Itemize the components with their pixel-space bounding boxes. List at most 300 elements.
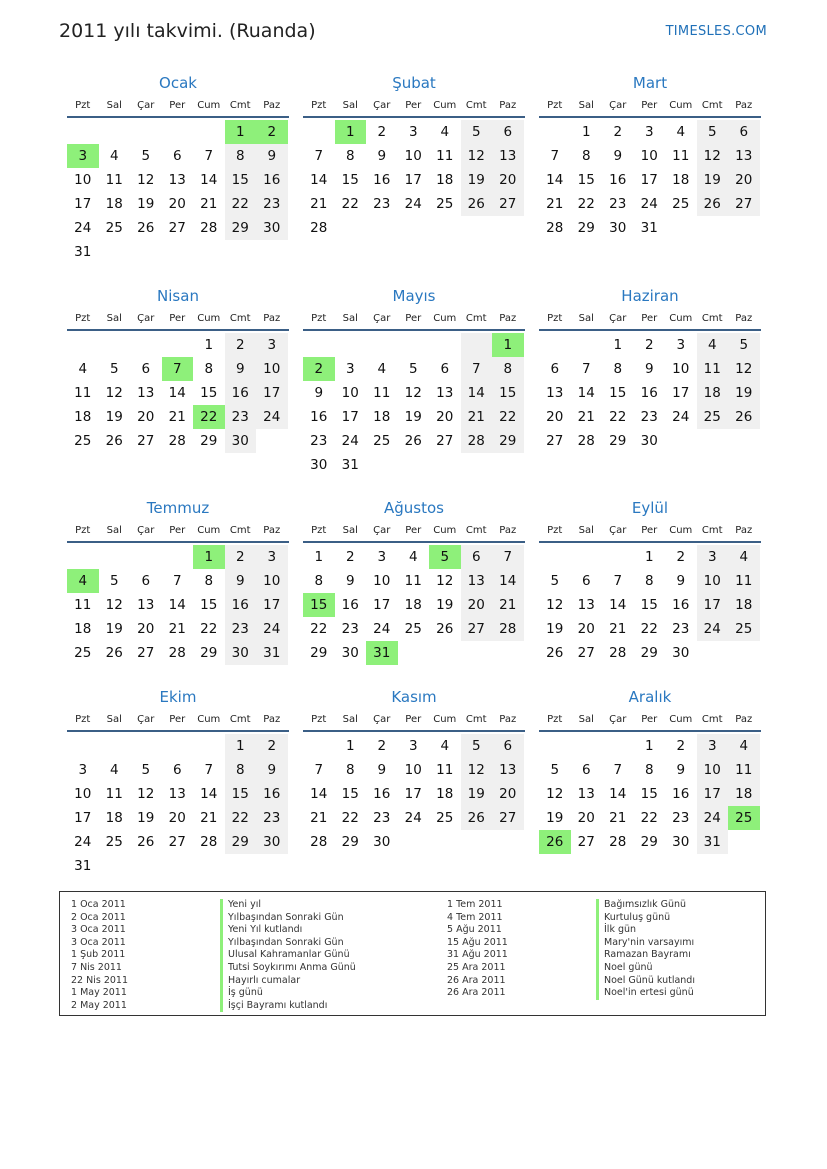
day-cell: 30 — [225, 429, 257, 453]
day-cell: 31 — [74, 858, 92, 874]
day-cell: 15 — [609, 385, 627, 401]
day-cell: 26 — [728, 405, 760, 429]
month-calendar — [303, 497, 525, 665]
day-cell: 17 — [640, 172, 658, 188]
month-calendar — [67, 497, 289, 665]
empty-cell — [130, 545, 162, 569]
day-cell: 6 — [461, 545, 493, 569]
day-cell: 20 — [168, 810, 186, 826]
weekday-label: Çar — [609, 524, 627, 536]
holiday-row — [447, 962, 695, 975]
empty-cell — [162, 120, 194, 144]
holiday-list-left — [71, 899, 356, 1012]
empty-cell — [461, 830, 493, 854]
day-cell: 22 — [225, 192, 257, 216]
day-cell: 5 — [109, 573, 119, 589]
empty-cell — [461, 453, 493, 477]
day-cell: 11 — [728, 758, 760, 782]
day-cell: 14 — [200, 786, 218, 802]
holiday-name: İşçi Bayramı kutlandı — [220, 1000, 327, 1013]
day-cell: 23 — [225, 617, 257, 641]
day-cell: 16 — [373, 786, 391, 802]
day-cell: 30 — [341, 645, 359, 661]
day-cell: 5 — [461, 120, 493, 144]
day-cell: 27 — [492, 806, 524, 830]
day-cell: 8 — [581, 148, 591, 164]
empty-cell — [697, 641, 729, 665]
day-cell: 21 — [577, 409, 595, 425]
day-cell: 28 — [461, 429, 493, 453]
weekday-label: Pzt — [547, 524, 563, 536]
day-cell: 6 — [581, 573, 591, 589]
day-cell: 27 — [577, 645, 595, 661]
day-cell: 21 — [492, 593, 524, 617]
weekday-label: Per — [169, 99, 186, 111]
day-cell: 15 — [200, 597, 218, 613]
weekday-label: Cmt — [701, 713, 723, 725]
empty-cell — [256, 429, 288, 453]
day-cell: 20 — [728, 168, 760, 192]
day-cell: 21 — [609, 810, 627, 826]
holiday-row — [71, 987, 356, 1000]
empty-cell — [193, 734, 225, 758]
day-cell: 21 — [310, 810, 328, 826]
weekday-label: Per — [641, 99, 658, 111]
day-cell: 9 — [377, 148, 387, 164]
weekday-label: Sal — [342, 524, 358, 536]
day-cell: 17 — [697, 782, 729, 806]
empty-cell — [571, 333, 603, 357]
weekday-label: Paz — [735, 99, 753, 111]
day-cell: 22 — [341, 196, 359, 212]
weekday-label: Çar — [373, 713, 391, 725]
empty-cell — [67, 734, 99, 758]
day-cell: 1 — [335, 120, 367, 144]
day-cell: 6 — [550, 361, 560, 377]
day-cell: 26 — [461, 806, 493, 830]
day-cell: 27 — [546, 433, 564, 449]
day-cell: 22 — [609, 409, 627, 425]
day-cell: 11 — [74, 385, 92, 401]
holiday-name: Ramazan Bayramı — [596, 949, 691, 962]
day-cell: 8 — [314, 573, 324, 589]
day-cell: 29 — [225, 216, 257, 240]
day-cell: 10 — [74, 786, 92, 802]
empty-cell — [335, 333, 367, 357]
day-cell: 4 — [408, 549, 418, 565]
weekday-label: Per — [405, 713, 422, 725]
month-calendar — [539, 72, 761, 240]
day-cell: 19 — [105, 621, 123, 637]
holiday-row — [71, 962, 356, 975]
day-cell: 21 — [200, 810, 218, 826]
day-cell: 1 — [613, 337, 623, 353]
weekday-label: Paz — [499, 713, 517, 725]
empty-cell — [335, 216, 367, 240]
weekday-label: Sal — [578, 99, 594, 111]
day-cell: 2 — [676, 738, 686, 754]
weekday-label: Pzt — [75, 713, 91, 725]
day-cell: 16 — [672, 597, 690, 613]
holiday-name: Tutsi Soykırımı Anma Günü — [220, 962, 356, 975]
empty-cell — [398, 830, 430, 854]
day-cell: 17 — [74, 196, 92, 212]
holiday-date: 2 May 2011 — [71, 999, 127, 1011]
day-grid — [67, 734, 289, 878]
day-cell: 14 — [461, 381, 493, 405]
day-cell: 18 — [436, 786, 454, 802]
day-cell: 9 — [377, 762, 387, 778]
weekday-label: Cum — [433, 713, 457, 725]
day-cell: 2 — [613, 124, 623, 140]
holiday-date: 3 Oca 2011 — [71, 936, 126, 948]
day-cell: 2 — [256, 120, 288, 144]
holiday-list-right — [447, 899, 695, 1000]
day-cell: 31 — [74, 244, 92, 260]
empty-cell — [571, 734, 603, 758]
empty-cell — [539, 120, 571, 144]
empty-cell — [665, 216, 697, 240]
day-cell: 13 — [436, 385, 454, 401]
empty-cell — [366, 453, 398, 477]
month-name: Eylül — [631, 499, 669, 517]
weekday-label: Cmt — [465, 524, 487, 536]
day-cell: 27 — [577, 834, 595, 850]
day-cell: 19 — [436, 597, 454, 613]
day-cell: 3 — [676, 337, 686, 353]
day-cell: 17 — [256, 593, 288, 617]
day-cell: 16 — [341, 597, 359, 613]
day-cell: 4 — [377, 361, 387, 377]
holiday-date: 25 Ara 2011 — [447, 961, 506, 973]
day-cell: 13 — [577, 597, 595, 613]
day-cell: 23 — [341, 621, 359, 637]
day-cell: 2 — [225, 545, 257, 569]
day-cell: 19 — [546, 621, 564, 637]
weekday-label: Paz — [499, 524, 517, 536]
holiday-name: Hayırlı cumalar — [220, 975, 300, 988]
day-cell: 25 — [436, 196, 454, 212]
empty-cell — [697, 216, 729, 240]
weekday-label: Pzt — [75, 99, 91, 111]
day-cell: 22 — [577, 196, 595, 212]
day-cell: 28 — [168, 433, 186, 449]
weekday-label: Çar — [609, 312, 627, 324]
empty-cell — [429, 830, 461, 854]
day-cell: 22 — [193, 405, 225, 429]
day-cell: 5 — [429, 545, 461, 569]
day-cell: 19 — [546, 810, 564, 826]
day-cell: 8 — [644, 762, 654, 778]
day-grid — [303, 120, 525, 240]
day-cell: 28 — [546, 220, 564, 236]
day-cell: 4 — [728, 734, 760, 758]
day-cell: 26 — [137, 220, 155, 236]
day-cell: 13 — [728, 144, 760, 168]
empty-cell — [130, 333, 162, 357]
day-cell: 9 — [314, 385, 324, 401]
day-cell: 3 — [644, 124, 654, 140]
weekday-label: Pzt — [311, 713, 327, 725]
weekday-label: Pzt — [547, 312, 563, 324]
day-cell: 24 — [404, 810, 422, 826]
weekday-header — [303, 307, 525, 331]
day-grid — [539, 545, 761, 665]
day-cell: 20 — [577, 810, 595, 826]
day-cell: 22 — [341, 810, 359, 826]
day-cell: 14 — [492, 569, 524, 593]
weekday-label: Per — [169, 713, 186, 725]
day-cell: 30 — [225, 641, 257, 665]
day-cell: 17 — [672, 385, 690, 401]
day-cell: 24 — [256, 405, 288, 429]
day-cell: 20 — [546, 409, 564, 425]
holiday-row — [447, 912, 695, 925]
weekday-label: Sal — [342, 99, 358, 111]
day-cell: 16 — [609, 172, 627, 188]
day-cell: 11 — [728, 569, 760, 593]
holiday-list — [59, 891, 766, 1016]
day-cell: 12 — [404, 385, 422, 401]
day-cell: 19 — [461, 782, 493, 806]
day-cell: 13 — [461, 569, 493, 593]
weekday-label: Paz — [263, 713, 281, 725]
day-cell: 11 — [404, 573, 422, 589]
empty-cell — [429, 216, 461, 240]
day-cell: 10 — [373, 573, 391, 589]
day-cell: 23 — [256, 192, 288, 216]
day-cell: 12 — [105, 385, 123, 401]
day-cell: 26 — [436, 621, 454, 637]
day-cell: 10 — [404, 762, 422, 778]
day-cell: 7 — [550, 148, 560, 164]
day-cell: 26 — [404, 433, 422, 449]
day-cell: 4 — [697, 333, 729, 357]
day-cell: 10 — [697, 569, 729, 593]
day-cell: 19 — [105, 409, 123, 425]
day-cell: 23 — [640, 409, 658, 425]
weekday-label: Çar — [609, 713, 627, 725]
holiday-name: Bağımsızlık Günü — [596, 899, 686, 912]
day-cell: 17 — [697, 593, 729, 617]
day-cell: 12 — [546, 597, 564, 613]
empty-cell — [99, 333, 131, 357]
weekday-label: Pzt — [75, 312, 91, 324]
holiday-name: Yeni yıl — [220, 899, 261, 912]
weekday-label: Cmt — [465, 713, 487, 725]
day-cell: 6 — [141, 573, 151, 589]
month-calendar — [303, 285, 525, 477]
weekday-label: Cum — [669, 99, 693, 111]
empty-cell — [162, 240, 194, 264]
day-cell: 12 — [546, 786, 564, 802]
day-cell: 29 — [609, 433, 627, 449]
day-cell: 10 — [256, 357, 288, 381]
day-cell: 9 — [225, 569, 257, 593]
day-cell: 11 — [436, 762, 454, 778]
weekday-label: Per — [641, 312, 658, 324]
day-cell: 30 — [672, 834, 690, 850]
weekday-label: Per — [169, 524, 186, 536]
day-cell: 24 — [697, 806, 729, 830]
day-cell: 2 — [377, 738, 387, 754]
weekday-label: Sal — [342, 713, 358, 725]
holiday-name: Ulusal Kahramanlar Günü — [220, 949, 350, 962]
day-cell: 5 — [141, 148, 151, 164]
weekday-label: Cum — [433, 524, 457, 536]
weekday-label: Per — [641, 713, 658, 725]
weekday-label: Sal — [578, 713, 594, 725]
weekday-label: Çar — [373, 99, 391, 111]
day-cell: 30 — [640, 433, 658, 449]
day-cell: 31 — [366, 641, 398, 665]
empty-cell — [461, 641, 493, 665]
empty-cell — [130, 854, 162, 878]
weekday-label: Pzt — [75, 524, 91, 536]
weekday-header — [539, 307, 761, 331]
day-cell: 28 — [609, 645, 627, 661]
day-cell: 24 — [640, 196, 658, 212]
day-cell: 18 — [672, 172, 690, 188]
month-calendar — [539, 285, 761, 453]
empty-cell — [366, 216, 398, 240]
weekday-label: Cum — [433, 99, 457, 111]
holiday-name: Noel'in ertesi günü — [596, 987, 694, 1000]
day-cell: 30 — [373, 834, 391, 850]
day-cell: 16 — [672, 786, 690, 802]
day-cell: 11 — [373, 385, 391, 401]
weekday-label: Cum — [669, 312, 693, 324]
empty-cell — [461, 333, 493, 357]
day-cell: 4 — [67, 569, 99, 593]
day-cell: 25 — [672, 196, 690, 212]
weekday-label: Per — [641, 524, 658, 536]
day-cell: 7 — [204, 762, 214, 778]
weekday-label: Cmt — [701, 99, 723, 111]
day-cell: 29 — [200, 645, 218, 661]
day-cell: 6 — [141, 361, 151, 377]
empty-cell — [398, 641, 430, 665]
day-cell: 3 — [377, 549, 387, 565]
month-name: Şubat — [392, 74, 436, 92]
day-cell: 7 — [314, 148, 324, 164]
day-cell: 1 — [204, 337, 214, 353]
day-cell: 3 — [408, 738, 418, 754]
day-cell: 22 — [640, 621, 658, 637]
month-calendar — [67, 686, 289, 878]
day-cell: 14 — [546, 172, 564, 188]
holiday-name: İlk gün — [596, 924, 636, 937]
weekday-label: Sal — [106, 312, 122, 324]
holiday-date: 15 Ağu 2011 — [447, 936, 508, 948]
day-cell: 16 — [225, 381, 257, 405]
empty-cell — [366, 333, 398, 357]
day-cell: 18 — [373, 409, 391, 425]
day-cell: 28 — [168, 645, 186, 661]
day-cell: 11 — [436, 148, 454, 164]
weekday-label: Per — [169, 312, 186, 324]
weekday-label: Çar — [137, 713, 155, 725]
day-cell: 21 — [461, 405, 493, 429]
weekday-header — [67, 307, 289, 331]
empty-cell — [256, 854, 288, 878]
day-cell: 27 — [168, 220, 186, 236]
day-grid — [67, 333, 289, 453]
day-cell: 15 — [341, 172, 359, 188]
day-cell: 12 — [137, 172, 155, 188]
day-cell: 12 — [137, 786, 155, 802]
day-cell: 8 — [492, 357, 524, 381]
holiday-row — [71, 975, 356, 988]
empty-cell — [429, 333, 461, 357]
day-cell: 6 — [172, 148, 182, 164]
day-cell: 20 — [492, 168, 524, 192]
empty-cell — [539, 333, 571, 357]
day-cell: 2 — [676, 549, 686, 565]
day-cell: 18 — [404, 597, 422, 613]
day-grid — [303, 545, 525, 665]
day-cell: 17 — [256, 381, 288, 405]
day-cell: 21 — [609, 621, 627, 637]
day-cell: 10 — [74, 172, 92, 188]
day-cell: 29 — [577, 220, 595, 236]
day-cell: 5 — [461, 734, 493, 758]
month-calendar — [303, 72, 525, 240]
day-cell: 7 — [613, 573, 623, 589]
holiday-date: 1 Tem 2011 — [447, 899, 503, 910]
weekday-label: Pzt — [311, 312, 327, 324]
day-cell: 26 — [105, 645, 123, 661]
month-name: Aralık — [628, 688, 672, 706]
weekday-header — [67, 708, 289, 732]
day-cell: 11 — [697, 357, 729, 381]
weekday-label: Paz — [499, 99, 517, 111]
empty-cell — [571, 545, 603, 569]
day-cell: 30 — [310, 457, 328, 473]
day-cell: 30 — [256, 216, 288, 240]
holiday-date: 22 Nis 2011 — [71, 974, 128, 986]
day-cell: 27 — [728, 192, 760, 216]
day-cell: 9 — [676, 573, 686, 589]
brand-logo[interactable]: TIMESLES.COM — [665, 24, 767, 39]
day-cell: 4 — [440, 738, 450, 754]
day-cell: 9 — [613, 148, 623, 164]
holiday-name: Kurtuluş günü — [596, 912, 670, 925]
weekday-label: Paz — [263, 99, 281, 111]
day-cell: 21 — [310, 196, 328, 212]
empty-cell — [99, 120, 131, 144]
day-cell: 21 — [546, 196, 564, 212]
day-cell: 31 — [697, 830, 729, 854]
empty-cell — [303, 120, 335, 144]
day-grid — [303, 333, 525, 477]
weekday-label: Paz — [263, 312, 281, 324]
day-cell: 15 — [640, 786, 658, 802]
empty-cell — [162, 734, 194, 758]
day-cell: 15 — [492, 381, 524, 405]
day-cell: 28 — [310, 834, 328, 850]
empty-cell — [130, 120, 162, 144]
day-cell: 24 — [404, 196, 422, 212]
weekday-label: Çar — [137, 524, 155, 536]
day-cell: 9 — [676, 762, 686, 778]
weekday-header — [539, 94, 761, 118]
weekday-label: Sal — [578, 312, 594, 324]
day-cell: 10 — [256, 569, 288, 593]
day-cell: 25 — [74, 645, 92, 661]
day-cell: 29 — [200, 433, 218, 449]
holiday-date: 3 Oca 2011 — [71, 924, 126, 936]
